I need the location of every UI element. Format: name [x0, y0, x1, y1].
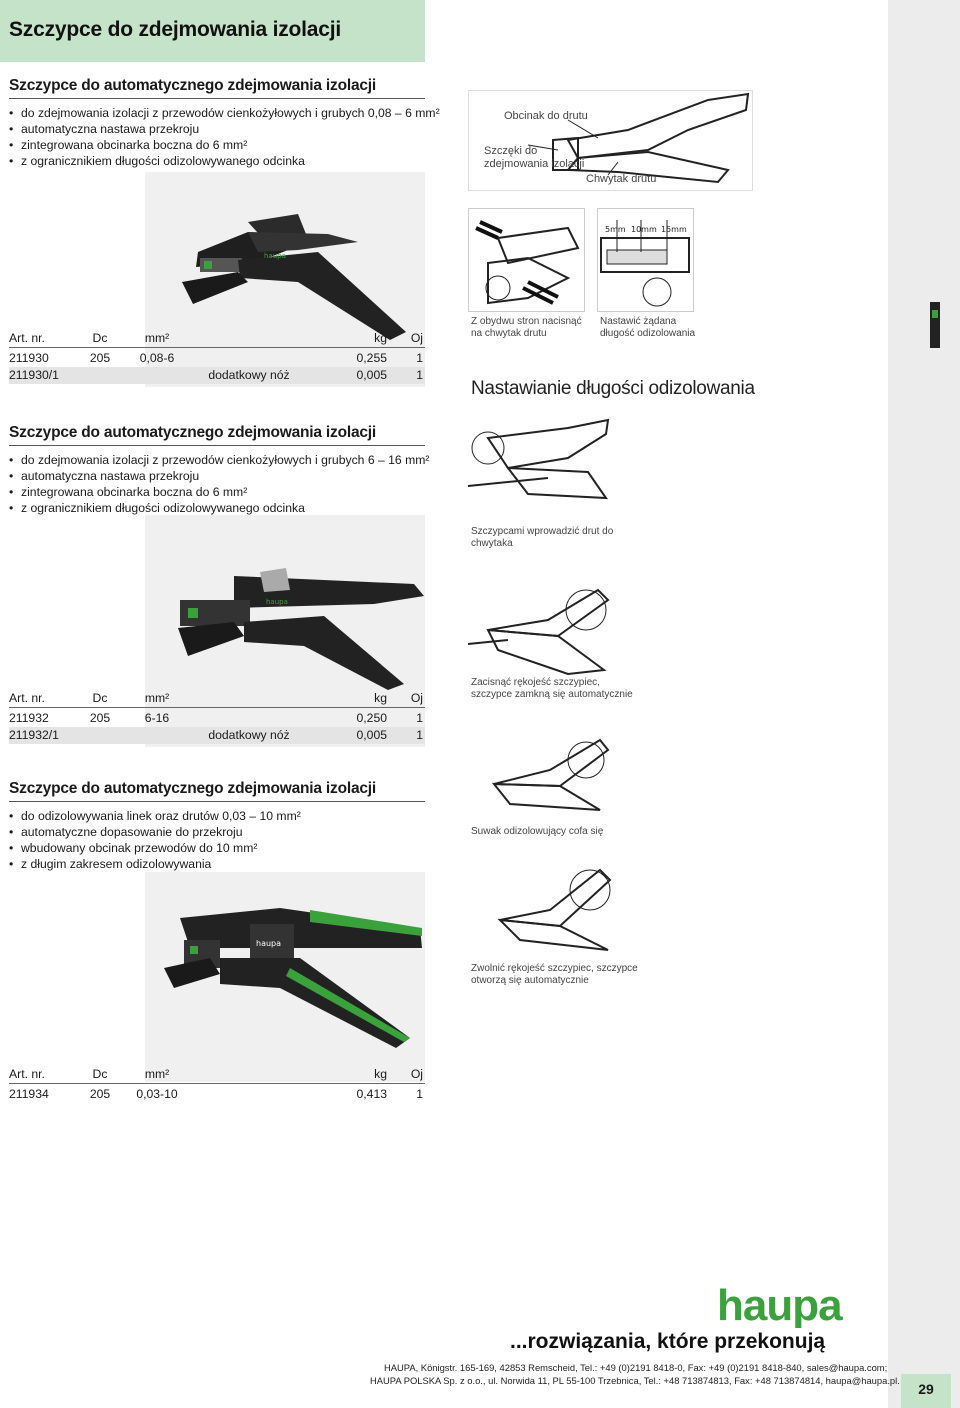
spec-table-3 — [9, 1066, 425, 1103]
cell-oj: 1 — [416, 351, 423, 365]
cell-kg: 0,413 — [356, 1087, 387, 1101]
spare-blade-icon — [926, 300, 946, 350]
caption-press-1: Z obydwu stron nacisnąć — [471, 316, 582, 327]
insert-wire-diagram — [468, 418, 613, 518]
logo-text: haupa — [717, 1282, 842, 1328]
col-oj: Oj — [410, 1067, 423, 1081]
cell-art: 211930 — [9, 351, 49, 365]
feature-item: • do zdejmowania izolacji z przewodów cienkożyłowych i grubych 6 – 16 mm² — [9, 452, 425, 468]
label-gripper: Chwytak drutu — [586, 173, 657, 185]
stripper-211932-image — [174, 566, 430, 696]
caption-release-2: otworzą się automatycznie — [471, 975, 589, 986]
cell-oj: 1 — [416, 1087, 423, 1101]
section-1 — [9, 77, 440, 169]
cell-extra: dodatkowy nóż — [208, 368, 290, 382]
col-mm: mm² — [144, 691, 170, 705]
cell-dc: 205 — [89, 351, 111, 365]
table-row — [9, 1086, 425, 1103]
address-line-2: HAUPA POLSKA Sp. z o.o., ul. Norwida 11, PL 55-100 Trzebnica, Tel.: +48 713874813, Fax: +48 713874814, haupa@haupa.pl. — [370, 1375, 900, 1386]
table-row — [9, 710, 425, 727]
caption-press-2: na chwytak drutu — [471, 328, 547, 339]
col-kg: kg — [374, 331, 387, 345]
col-kg: kg — [374, 691, 387, 705]
length-setting-diagram — [597, 208, 695, 313]
caption-insert-1: Szczypcami wprowadzić drut do — [471, 526, 614, 537]
col-oj: Oj — [410, 331, 423, 345]
feature-item: • automatyczne dopasowanie do przekroju — [9, 824, 425, 840]
section-title: Szczypce do automatycznego zdejmowania izolacji — [9, 424, 425, 446]
caption-retract: Suwak odizolowujący cofa się — [471, 826, 604, 837]
cell-kg: 0,005 — [356, 368, 387, 382]
caption-set-2: długość odizolowania — [600, 328, 696, 339]
spec-table-2 — [9, 690, 425, 744]
col-mm: mm² — [144, 331, 170, 345]
cell-art: 211932/1 — [9, 728, 59, 742]
spec-header-row — [9, 690, 425, 708]
section-title: Szczypce do automatycznego zdejmowania izolacji — [9, 77, 425, 99]
cell-dc: 205 — [89, 711, 111, 725]
col-oj: Oj — [410, 691, 423, 705]
stripper-211934-image — [160, 888, 430, 1058]
cell-art: 211932 — [9, 711, 49, 725]
col-dc: Dc — [92, 331, 108, 345]
label-jaws-2: zdejmowania izolacji — [484, 158, 585, 170]
right-margin-strip — [888, 0, 960, 1408]
feature-item: • do zdejmowania izolacji z przewodów cienkożyłowych i grubych 0,08 – 6 mm² — [9, 105, 425, 121]
cell-kg: 0,005 — [356, 728, 387, 742]
col-mm: mm² — [144, 1067, 170, 1081]
label-cutter: Obcinak do drutu — [504, 110, 588, 122]
caption-insert-2: chwytaka — [471, 538, 513, 549]
feature-item: • z długim zakresem odizolowywania — [9, 856, 425, 872]
feature-item: • z ogranicznikiem długości odizolowywanego odcinka — [9, 500, 425, 516]
section-title: Szczypce do automatycznego zdejmowania izolacji — [9, 780, 425, 802]
scale-label: 5mm — [605, 225, 626, 234]
page-number: 29 — [901, 1374, 951, 1408]
table-row — [9, 367, 425, 384]
cell-mm: 6-16 — [144, 711, 170, 725]
cell-extra: dodatkowy nóż — [208, 728, 290, 742]
feature-list — [9, 808, 425, 872]
col-dc: Dc — [92, 691, 108, 705]
slogan: ...rozwiązania, które przekonują — [510, 1330, 826, 1353]
close-handles-diagram — [468, 570, 613, 675]
spec-table-1 — [9, 330, 425, 384]
col-kg: kg — [374, 1067, 387, 1081]
address-line-1: HAUPA, Königstr. 165-169, 42853 Remscheid, Tel.: +49 (0)2191 8418-0, Fax: +49 (0)2191 8418-840, sales@haupa.com; — [384, 1362, 888, 1373]
cell-oj: 1 — [416, 368, 423, 382]
cell-oj: 1 — [416, 711, 423, 725]
scale-label: 15mm — [661, 225, 687, 234]
col-dc: Dc — [92, 1067, 108, 1081]
feature-list — [9, 452, 430, 516]
cell-kg: 0,250 — [356, 711, 387, 725]
cell-mm: 0,03-10 — [136, 1087, 178, 1101]
page-header — [0, 0, 425, 62]
retract-diagram — [490, 730, 610, 820]
haupa-logo — [717, 1282, 877, 1328]
cell-art: 211934 — [9, 1087, 49, 1101]
svg-text:haupa: haupa — [266, 598, 288, 606]
caption-close-1: Zacisnąć rękojeść szczypiec, — [471, 677, 600, 688]
feature-item: • automatyczna nastawa przekroju — [9, 121, 425, 137]
section-3 — [9, 780, 425, 872]
cell-dc: 205 — [89, 1087, 111, 1101]
svg-text:haupa: haupa — [264, 252, 286, 260]
label-jaws-1: Szczęki do — [484, 145, 538, 157]
feature-item: • zintegrowana obcinarka boczna do 6 mm² — [9, 137, 425, 153]
caption-set-1: Nastawić żądana — [600, 316, 677, 327]
spec-header-row — [9, 330, 425, 348]
col-art: Art. nr. — [9, 331, 45, 345]
cell-art: 211930/1 — [9, 368, 59, 382]
cell-kg: 0,255 — [356, 351, 387, 365]
feature-item: • automatyczna nastawa przekroju — [9, 468, 425, 484]
svg-text:haupa: haupa — [256, 939, 282, 948]
feature-item: • z ogranicznikiem długości odizolowywanego odcinka — [9, 153, 425, 169]
table-row — [9, 350, 425, 367]
feature-item: • wbudowany obcinak przewodów do 10 mm² — [9, 840, 425, 856]
page-title: Szczypce do zdejmowania izolacji — [9, 18, 342, 41]
col-art: Art. nr. — [9, 1067, 45, 1081]
spec-header-row — [9, 1066, 425, 1084]
caption-close-2: szczypce zamkną się automatycznie — [471, 689, 633, 700]
cell-mm: 0,08-6 — [139, 351, 175, 365]
right-heading: Nastawianie długości odizolowania — [471, 378, 755, 399]
scale-label: 10mm — [631, 225, 657, 234]
release-diagram — [490, 850, 615, 955]
cell-oj: 1 — [416, 728, 423, 742]
table-row — [9, 727, 425, 744]
feature-list — [9, 105, 440, 169]
col-art: Art. nr. — [9, 691, 45, 705]
press-diagram — [468, 208, 586, 313]
feature-item: • do odizolowywania linek oraz drutów 0,03 – 10 mm² — [9, 808, 425, 824]
feature-item: • zintegrowana obcinarka boczna do 6 mm² — [9, 484, 425, 500]
section-2 — [9, 424, 430, 516]
caption-release-1: Zwolnić rękojeść szczypiec, szczypce — [471, 963, 638, 974]
